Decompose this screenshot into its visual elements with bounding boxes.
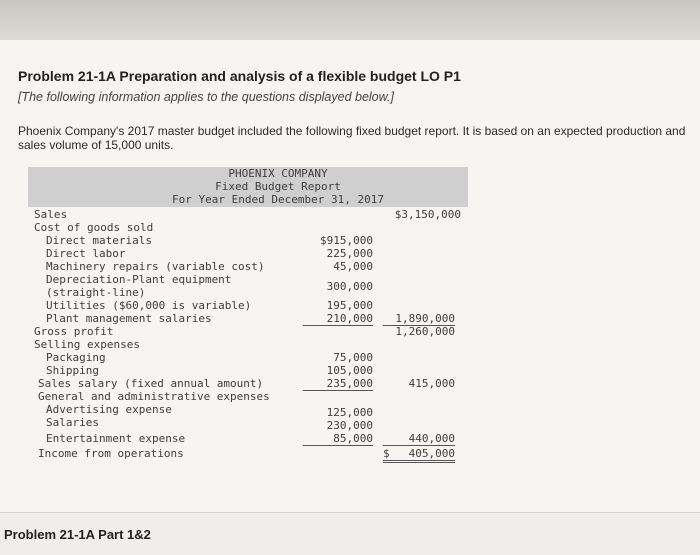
problem-heading: Problem 21-1A Preparation and analysis of a flexible budget LO P1 <box>18 68 461 84</box>
utilities-label: Utilities ($60,000 is variable) <box>46 299 252 312</box>
entertainment-label: Entertainment expense <box>46 432 186 445</box>
direct-labor-label: Direct labor <box>46 247 126 260</box>
selling-expenses-total: 415,000 <box>408 377 455 390</box>
machinery-repairs-amount: 45,000 <box>333 260 373 273</box>
part-title: Problem 21-1A Part 1&2 <box>4 527 151 542</box>
depreciation-amount: 300,000 <box>326 280 373 293</box>
income-label: Income from operations <box>38 447 184 460</box>
packaging-label: Packaging <box>46 351 106 364</box>
gross-profit-label: Gross profit <box>34 325 114 338</box>
plant-management-label: Plant management salaries <box>46 312 212 325</box>
cogs-total: 1,890,000 <box>383 312 455 326</box>
machinery-repairs-label: Machinery repairs (variable cost) <box>46 260 265 273</box>
direct-materials-amount: $915,000 <box>320 234 373 247</box>
advertising-amount: 125,000 <box>326 406 373 419</box>
selling-expenses-label: Selling expenses <box>34 338 140 351</box>
gross-profit-total: 1,260,000 <box>395 325 455 338</box>
problem-page <box>0 40 700 554</box>
income-dollar-sign: $ <box>383 447 390 460</box>
fixed-budget-report <box>28 167 468 483</box>
part-footer <box>0 512 700 555</box>
general-admin-label: General and administrative expenses <box>38 390 270 403</box>
sales-salary-amount: 235,000 <box>303 377 373 391</box>
report-title: Fixed Budget Report <box>215 180 341 193</box>
advertising-label: Advertising expense <box>46 403 172 416</box>
report-company: PHOENIX COMPANY <box>228 167 328 180</box>
general-admin-total: 440,000 <box>383 432 455 446</box>
salaries-label: Salaries <box>46 416 99 429</box>
salaries-amount: 230,000 <box>326 419 373 432</box>
direct-labor-amount: 225,000 <box>326 247 373 260</box>
sales-salary-label: Sales salary (fixed annual amount) <box>38 377 264 390</box>
report-header <box>28 167 468 207</box>
depreciation-label-cont: (straight-line) <box>46 286 146 299</box>
sales-label: Sales <box>34 208 68 221</box>
direct-materials-label: Direct materials <box>46 234 152 247</box>
utilities-amount: 195,000 <box>326 299 373 312</box>
income-total: 405,000 <box>383 447 455 463</box>
window-top-strip <box>0 0 700 40</box>
shipping-label: Shipping <box>46 364 99 377</box>
sales-total: $3,150,000 <box>394 208 461 221</box>
shipping-amount: 105,000 <box>326 364 373 377</box>
depreciation-label: Depreciation-Plant equipment <box>46 273 232 286</box>
intro-paragraph: Phoenix Company's 2017 master budget included the following fixed budget report. It is based on an expected production and sales volume of 15,000 units. <box>18 124 686 152</box>
plant-management-amount: 210,000 <box>303 312 373 326</box>
entertainment-amount: 85,000 <box>303 432 373 446</box>
packaging-amount: 75,000 <box>333 351 373 364</box>
report-period: For Year Ended December 31, 2017 <box>172 193 384 206</box>
cogs-label: Cost of goods sold <box>34 221 154 234</box>
instruction-note: [The following information applies to the questions displayed below.] <box>18 90 394 104</box>
